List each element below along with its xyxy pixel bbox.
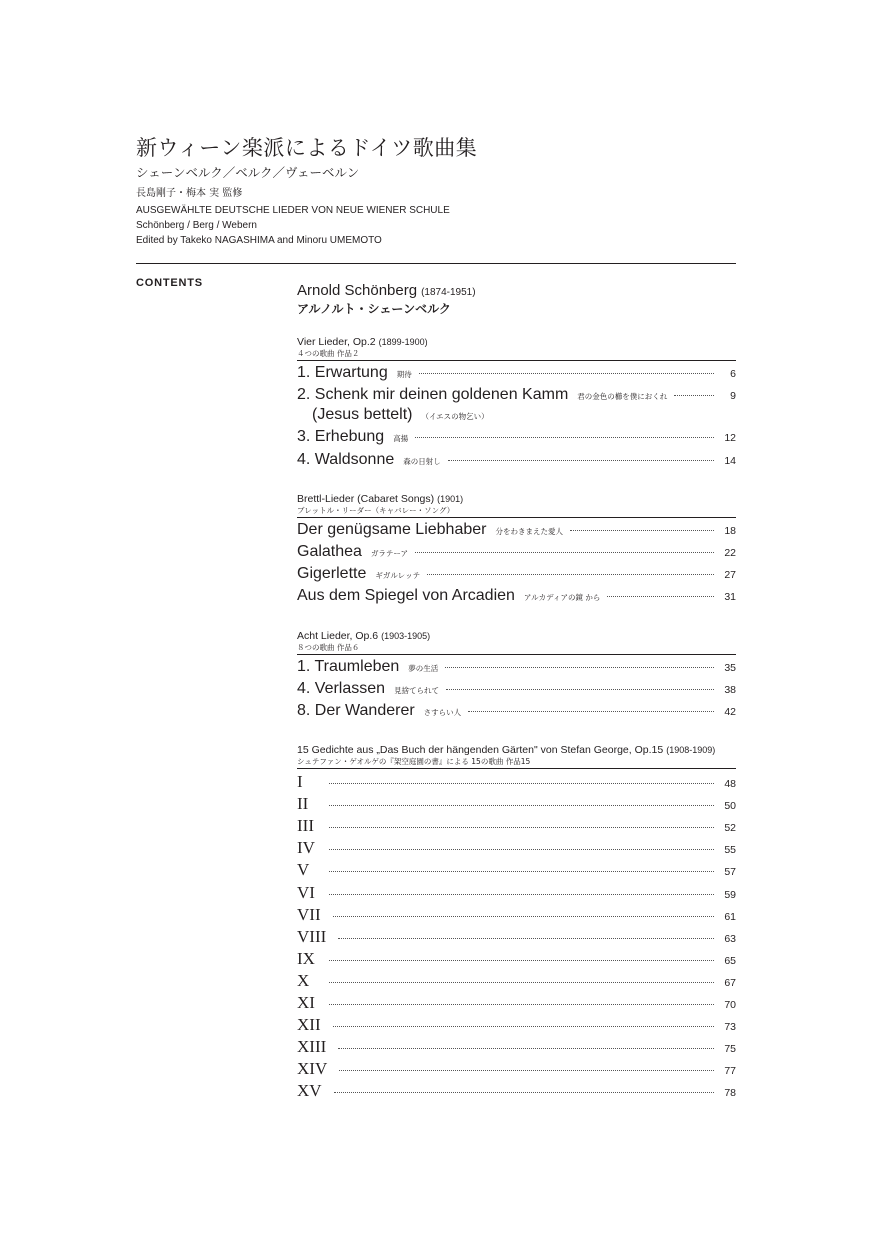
dot-leader: [329, 1004, 714, 1005]
entry-title: XII: [297, 1015, 321, 1035]
composer-name: Arnold Schönberg: [297, 282, 418, 299]
toc-entry[interactable]: [297, 658, 736, 680]
dot-leader: [446, 689, 714, 690]
dot-leader: [448, 460, 714, 461]
section-title: [297, 493, 736, 506]
composer-name-jp: アルノルト・シェーンベルク: [297, 302, 451, 316]
entry-title: VIII: [297, 926, 327, 946]
toc-entry[interactable]: [297, 1081, 736, 1103]
dot-leader: [338, 938, 714, 939]
entry-title: V: [297, 860, 310, 880]
entry-title: 3. Erhebung: [297, 428, 385, 446]
dot-leader: [607, 596, 714, 597]
section-years: (1899-1900): [378, 337, 428, 347]
page-number: 78: [724, 1087, 736, 1100]
entry-title-jp: ギガルレッテ: [375, 571, 421, 581]
toc-entry[interactable]: [297, 927, 736, 949]
entry-title: III: [297, 816, 314, 836]
section-title-jp: ４つの歌曲 作品２: [297, 349, 736, 361]
toc-entry[interactable]: [297, 971, 736, 993]
entry-title-jp: 高揚: [393, 434, 409, 444]
toc-entry[interactable]: [297, 543, 736, 565]
page-number: 42: [724, 705, 736, 718]
entry-title: XIV: [297, 1059, 328, 1079]
entry-title-jp: 見捨てられて: [394, 685, 440, 695]
dot-leader: [427, 574, 714, 575]
page-number: 61: [724, 910, 736, 923]
dot-leader: [329, 982, 714, 983]
entry-title: 4. Waldsonne: [297, 450, 395, 468]
page-number: 14: [724, 454, 736, 467]
page-number: 63: [724, 932, 736, 945]
page-number: 77: [724, 1065, 736, 1078]
section-title: [297, 336, 736, 349]
toc-entry[interactable]: [297, 428, 736, 450]
toc-entry[interactable]: [297, 949, 736, 971]
entry-title: 2. Schenk mir deinen goldenen Kamm: [297, 386, 569, 404]
page-number: 59: [724, 888, 736, 901]
dot-leader: [329, 849, 714, 850]
dot-leader: [329, 871, 714, 872]
entry-title: VI: [297, 882, 315, 902]
dot-leader: [338, 1048, 714, 1049]
section-title-jp: ８つの歌曲 作品６: [297, 643, 736, 655]
entry-title-jp: 期待: [396, 370, 412, 379]
toc-entry[interactable]: [297, 816, 736, 838]
toc-entry[interactable]: [297, 772, 736, 794]
entry-subtitle-line: [297, 406, 736, 428]
page-number: 12: [724, 432, 736, 445]
section-title-text: 15 Gedichte aus „Das Buch der hängenden Gärten" von Stefan George, Op.15: [297, 744, 664, 757]
dot-leader: [329, 783, 714, 784]
page-number: 52: [724, 822, 736, 835]
dot-leader: [468, 711, 714, 712]
editors-en: Edited by Takeko NAGASHIMA and Minoru UMEMOTO: [136, 235, 382, 246]
toc-entry[interactable]: [297, 860, 736, 882]
dot-leader: [339, 1070, 714, 1071]
section-vier-lieder: [297, 336, 736, 473]
section-acht-lieder: [297, 630, 736, 725]
section-title-text: Vier Lieder, Op.2: [297, 336, 376, 348]
dot-leader: [329, 827, 714, 828]
entry-title: IX: [297, 948, 315, 968]
entry-list: [297, 364, 736, 473]
entry-title: XIII: [297, 1037, 327, 1057]
toc-entry[interactable]: [297, 702, 736, 724]
toc-entry[interactable]: [297, 1037, 736, 1059]
entry-title-jp: 森の日射し: [403, 456, 441, 466]
dot-leader: [415, 552, 714, 553]
dot-leader: [415, 437, 714, 438]
section-title-jp: シュテファン・ゲオルゲの『架空庭園の書』による 15の歌曲 作品15: [297, 757, 736, 769]
page-number: 57: [724, 866, 736, 879]
entry-title: Aus dem Spiegel von Arcadien: [297, 587, 515, 605]
toc-entry[interactable]: [297, 451, 736, 473]
page-number: 55: [724, 844, 736, 857]
toc-entry[interactable]: [297, 838, 736, 860]
dot-leader: [445, 667, 714, 668]
entry-list: [297, 772, 736, 1103]
editors-jp: 長島剛子・梅本 実 監修: [136, 188, 243, 199]
entry-title-jp: ガラテーア: [370, 548, 409, 558]
toc-entry[interactable]: [297, 587, 736, 609]
dot-leader: [419, 373, 714, 374]
entry-title: IV: [297, 838, 315, 858]
entry-title: XV: [297, 1081, 322, 1101]
entry-title: 8. Der Wanderer: [297, 701, 415, 719]
dot-leader: [570, 530, 714, 531]
toc-entry[interactable]: [297, 680, 736, 702]
table-of-contents: [297, 282, 736, 1103]
entry-list: [297, 658, 736, 725]
section-brettl-lieder: [297, 493, 736, 610]
composers-en: Schönberg / Berg / Webern: [136, 220, 257, 231]
page-number: 50: [724, 800, 736, 813]
entry-title: II: [297, 794, 309, 814]
entry-title: X: [297, 970, 310, 990]
dot-leader: [334, 1092, 714, 1093]
toc-entry[interactable]: [297, 364, 736, 386]
entry-title: Galathea: [297, 542, 362, 560]
page-number: 27: [724, 569, 736, 582]
dot-leader: [333, 916, 714, 917]
page-number: 6: [730, 368, 736, 380]
composer-years: (1874-1951): [421, 287, 476, 298]
dot-leader: [333, 1026, 714, 1027]
section-title-text: Acht Lieder, Op.6: [297, 629, 379, 642]
section-title: [297, 744, 736, 757]
book-title-en: AUSGEWÄHLTE DEUTSCHE LIEDER VON NEUE WIENER SCHULE: [136, 205, 450, 216]
contents-label: CONTENTS: [136, 277, 203, 289]
page-number: 65: [724, 954, 736, 967]
toc-entry[interactable]: [297, 1059, 736, 1081]
section-title: [297, 630, 736, 643]
page-number: 38: [724, 683, 736, 696]
page-number: 31: [724, 591, 736, 604]
toc-entry[interactable]: [297, 386, 736, 408]
entry-title-jp: 夢の生活: [408, 663, 439, 673]
entry-list: [297, 521, 736, 610]
header-divider: [136, 263, 736, 264]
section-years: (1901): [437, 493, 464, 504]
entry-subtitle-jp: （イエスの物乞い）: [421, 412, 489, 422]
page-number: 48: [724, 778, 736, 791]
page-number: 18: [724, 524, 736, 537]
toc-entry[interactable]: [297, 1015, 736, 1037]
toc-entry[interactable]: [297, 993, 736, 1015]
composers-jp: シェーンベルク／ベルク／ヴェーベルン: [136, 165, 360, 180]
toc-entry[interactable]: [297, 565, 736, 587]
book-title-jp: 新ウィーン楽派によるドイツ歌曲集: [136, 136, 478, 160]
section-title-jp: ブレットル・リーダー（キャバレー・ソング）: [297, 506, 736, 518]
entry-title: 4. Verlassen: [297, 679, 386, 697]
page-number: 70: [724, 999, 736, 1011]
page-number: 9: [730, 390, 736, 403]
dot-leader: [329, 894, 714, 895]
entry-title: XI: [297, 993, 315, 1012]
section-years: (1903-1905): [381, 630, 431, 641]
toc-entry[interactable]: [297, 521, 736, 543]
entry-title-jp: 分をわきまえた愛人: [495, 526, 563, 536]
entry-title: Der genügsame Liebhaber: [297, 520, 487, 538]
toc-entry[interactable]: [297, 883, 736, 905]
entry-title: Gigerlette: [297, 565, 367, 583]
section-title-text: Brettl-Lieder (Cabaret Songs): [297, 492, 435, 505]
entry-title: I: [297, 772, 303, 792]
toc-entry[interactable]: [297, 794, 736, 816]
page-number: 22: [724, 546, 736, 559]
entry-subtitle: (Jesus bettelt): [312, 406, 413, 424]
page-number: 73: [724, 1021, 736, 1034]
page-number: 67: [724, 976, 736, 989]
composer-heading: [297, 282, 736, 302]
entry-title-jp: さすらい人: [423, 707, 462, 717]
dot-leader: [674, 395, 714, 396]
dot-leader: [329, 805, 714, 806]
page-number: 75: [724, 1043, 736, 1056]
entry-title: 1. Erwartung: [297, 364, 388, 381]
entry-title: 1. Traumleben: [297, 657, 400, 675]
toc-entry[interactable]: [297, 905, 736, 927]
section-15-gedichte: [297, 744, 736, 1103]
entry-title: VII: [297, 904, 321, 924]
dot-leader: [329, 960, 714, 961]
entry-title-jp: アルカディアの鏡 から: [523, 593, 601, 603]
section-years: (1908-1909): [666, 745, 716, 756]
entry-title-jp: 君の金色の櫛を僕におくれ: [577, 392, 668, 402]
page-number: 35: [724, 661, 736, 674]
